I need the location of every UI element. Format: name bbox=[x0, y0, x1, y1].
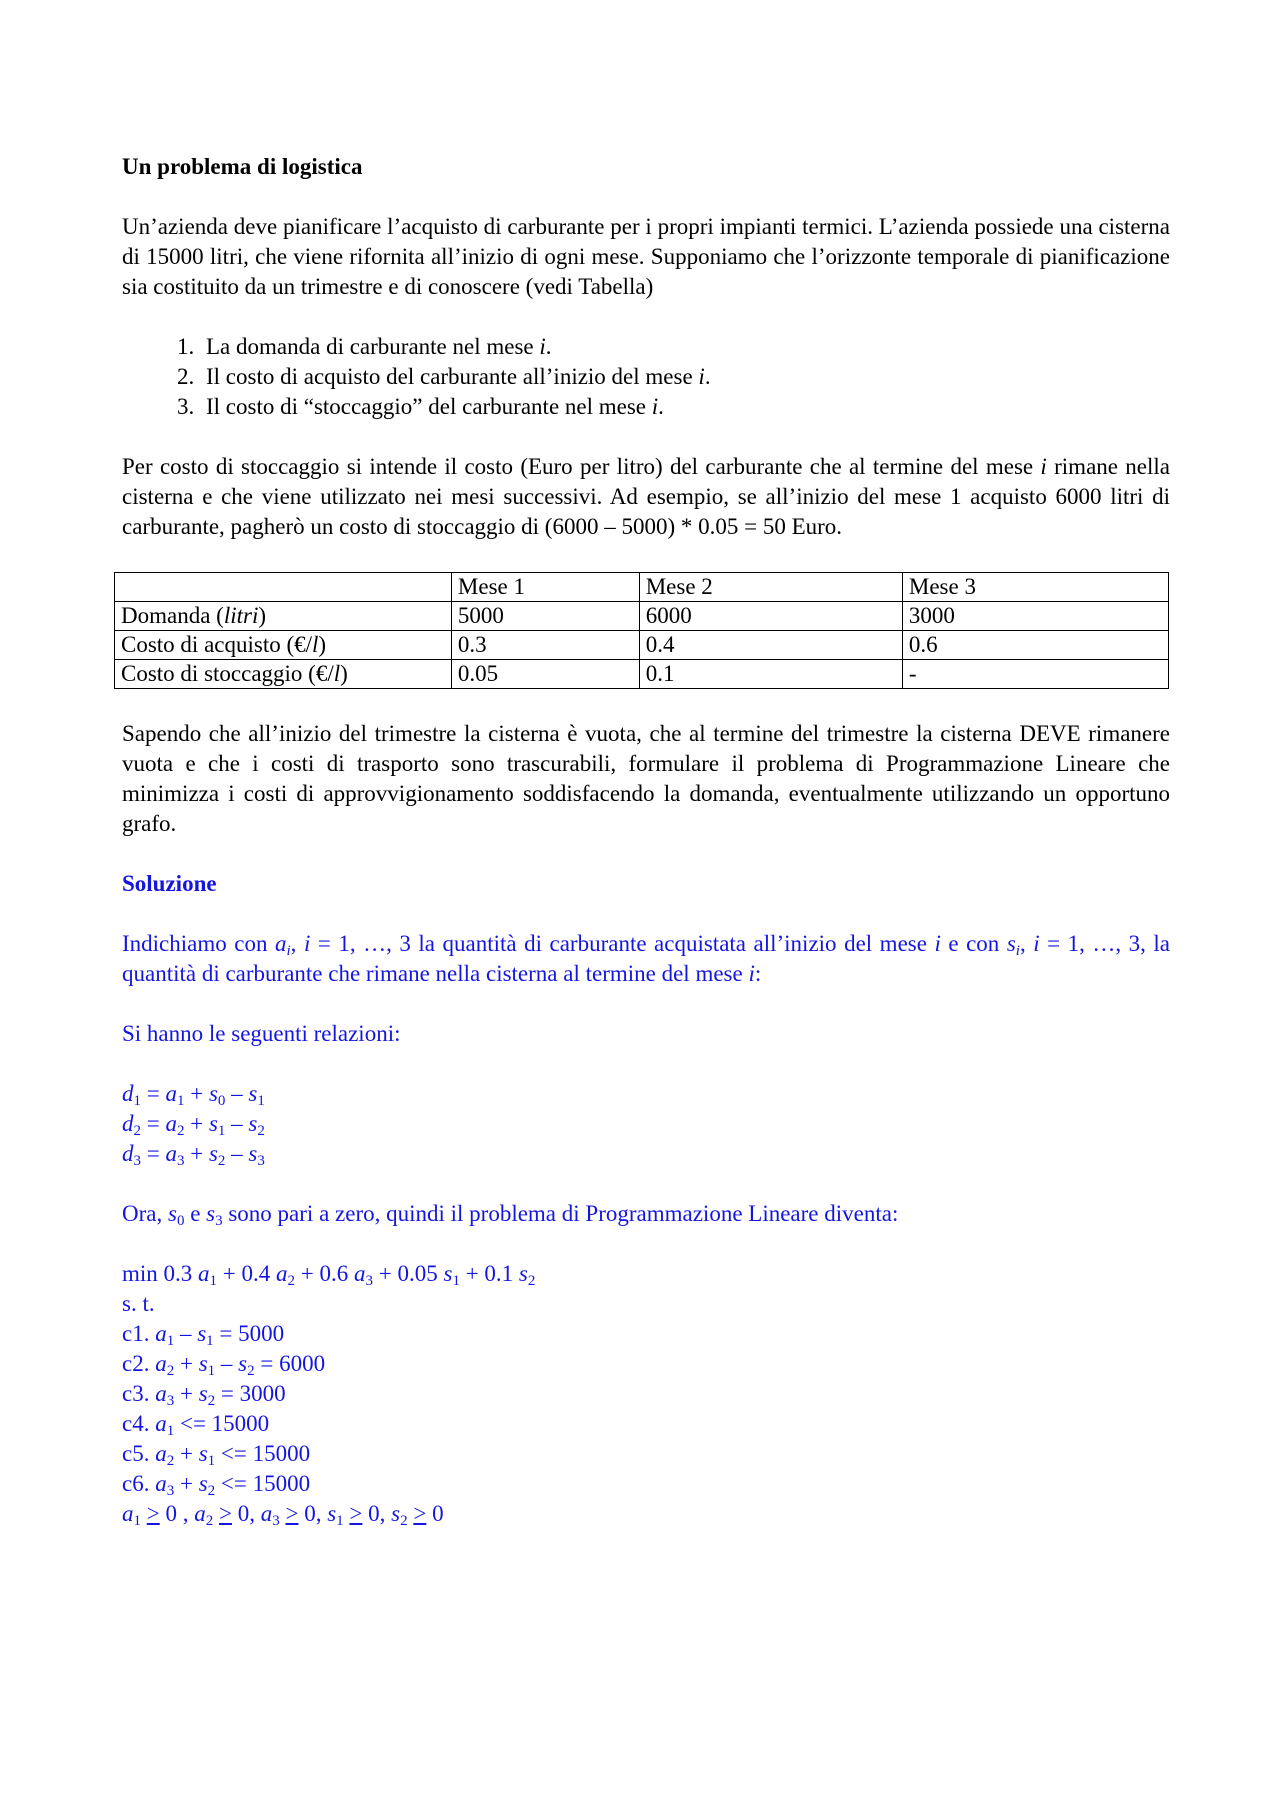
equation: $d_1 = a_1 + s_0 - s_1$ bbox=[122, 1081, 265, 1109]
table-cell: 0.1 bbox=[639, 660, 902, 689]
nonnegativity-constraints: $a_1 > 0$ , $a_2 > 0$, $a_3 > 0$, $s_1 > 0$, $s_2 > 0$ bbox=[122, 1501, 444, 1529]
known-data-list bbox=[122, 332, 1170, 422]
problem-paragraph: Sapendo che all’inizio del trimestre la cisterna è vuota, che al termine del trimestre la cisterna DEVE rimanere vuota e che i costi di trasporto sono trascurabili, formulare il problema di Programmazione Lineare che minimizza i costi di approvvigionamento soddisfacendo la domanda, eventualmente utilizzando un opportuno grafo. bbox=[122, 721, 1170, 836]
table-cell: 6000 bbox=[639, 602, 902, 631]
table-row bbox=[115, 631, 1169, 660]
table-cell: - bbox=[902, 660, 1168, 689]
list-item: 3. Il costo di “stoccaggio” del carburante nel mese i. bbox=[200, 392, 1170, 422]
document-title: Un problema di logistica bbox=[122, 154, 363, 179]
constraint: c6. $a_3 + s_2 <= 15000$ bbox=[122, 1471, 311, 1499]
solution-title: Soluzione bbox=[122, 871, 217, 896]
table-header-cell: Mese 1 bbox=[451, 573, 639, 602]
table-cell: 0.05 bbox=[451, 660, 639, 689]
solution-section bbox=[122, 869, 1170, 1529]
constraint: c3. $a_3 + s_2 = 3000$ bbox=[122, 1381, 286, 1409]
lp-model bbox=[122, 1259, 1170, 1529]
table-header-row bbox=[115, 573, 1169, 602]
table-header-cell: Mese 2 bbox=[639, 573, 902, 602]
equation: $d_3 = a_3 + s_2 - s_3$ bbox=[122, 1141, 265, 1169]
table-cell: 0.6 bbox=[902, 631, 1168, 660]
boundary-conditions: Ora, $s_0$ e $s_3$ sono pari a zero, quindi il problema di Programmazione Lineare diventa: bbox=[122, 1201, 899, 1229]
document-page bbox=[122, 152, 1170, 1559]
table-row bbox=[115, 602, 1169, 631]
list-item: 1. La domanda di carburante nel mese i. bbox=[200, 332, 1170, 362]
table-header-cell: Mese 3 bbox=[902, 573, 1168, 602]
constraint: c2. $a_2 + s_1 - s_2 = 6000$ bbox=[122, 1351, 326, 1379]
balance-equations bbox=[122, 1079, 1170, 1169]
constraint: c1. $a_1 - s_1 = 5000$ bbox=[122, 1321, 285, 1349]
table-cell: 0.3 bbox=[451, 631, 639, 660]
constraint: c5. $a_2 + s_1 <= 15000$ bbox=[122, 1441, 311, 1469]
table-row bbox=[115, 660, 1169, 689]
objective-function: min 0.3 $a_1 + 0.4$ $a_2 + 0.6$ $a_3 + 0.05$ $s_1 + 0.1$ $s_2$ bbox=[122, 1261, 536, 1289]
relations-intro: Si hanno le seguenti relazioni: bbox=[122, 1021, 401, 1046]
table-cell: 3000 bbox=[902, 602, 1168, 631]
variables-definition: Indichiamo con $a_i$, i = 1, …, 3 la quantità di carburante acquistata all’inizio del mese i e con $s_i$, i = 1, …, 3, la quantità di carburante che rimane nella cisterna al termine del mese i: bbox=[122, 931, 1170, 986]
table-header-cell bbox=[115, 573, 452, 602]
table-cell: 5000 bbox=[451, 602, 639, 631]
subject-to: s. t. bbox=[122, 1291, 155, 1316]
row-label: Costo di acquisto (€/l) bbox=[115, 631, 452, 660]
row-label: Costo di stoccaggio (€/l) bbox=[115, 660, 452, 689]
storage-cost-paragraph: Per costo di stoccaggio si intende il costo (Euro per litro) del carburante che al termine del mese i rimane nella cisterna e che viene utilizzato nei mesi successivi. Ad esempio, se all’inizio del mese 1 acquisto 6000 litri di carburante, pagherò un costo di stoccaggio di (6000 – 5000) * 0.05 = 50 Euro. bbox=[122, 454, 1170, 539]
intro-paragraph: Un’azienda deve pianificare l’acquisto di carburante per i propri impianti termici. L’azienda possiede una cisterna di 15000 litri, che viene rifornita all’inizio di ogni mese. Supponiamo che l’orizzonte temporale di pianificazione sia costituito da un trimestre e di conoscere (vedi Tabella) bbox=[122, 214, 1170, 299]
data-table-wrapper bbox=[114, 572, 1170, 689]
table-cell: 0.4 bbox=[639, 631, 902, 660]
list-item: 2. Il costo di acquisto del carburante all’inizio del mese i. bbox=[200, 362, 1170, 392]
equation: $d_2 = a_2 + s_1 - s_2$ bbox=[122, 1111, 265, 1139]
data-table bbox=[114, 572, 1169, 689]
row-label: Domanda (litri) bbox=[115, 602, 452, 631]
constraint: c4. $a_1 <= 15000$ bbox=[122, 1411, 270, 1439]
